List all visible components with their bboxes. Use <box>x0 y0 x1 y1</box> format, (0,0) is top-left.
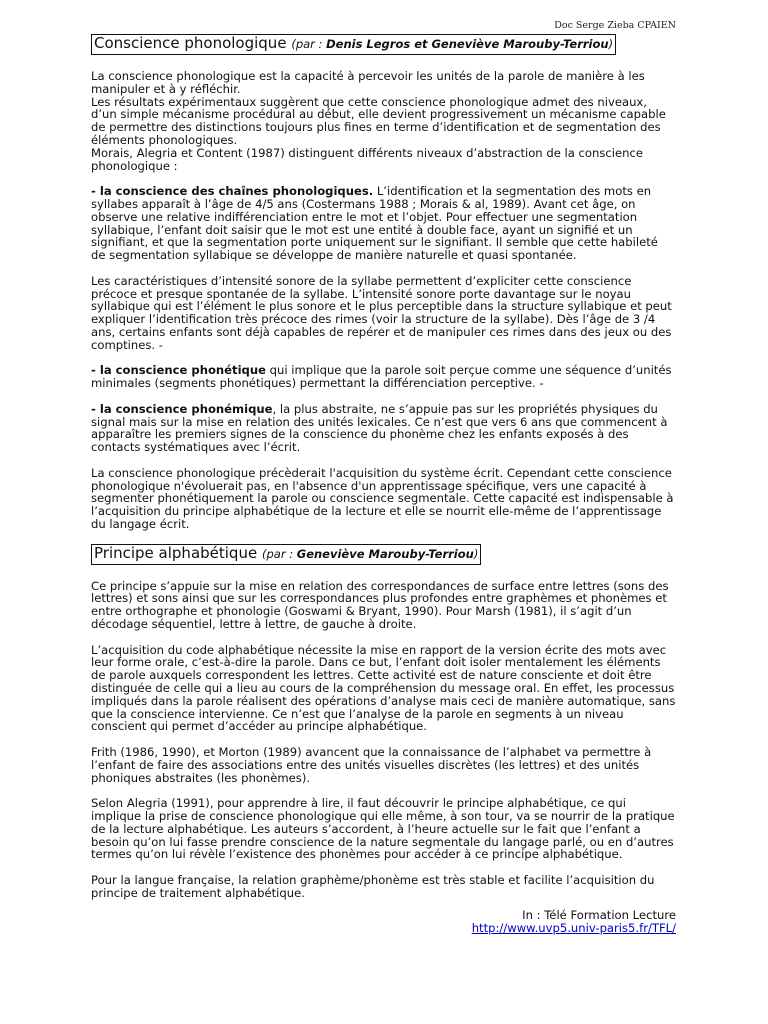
list-item-text: , la plus abstraite, ne s’appuie pas sur les propriétés physiques du signal mais sur la mise en relation des unités lexicales. Ce n’est que vers 6 ans que commencent à apparaître les premiers signes de la conscience du phonème chez les enfants exposés à des contacts systématiques avec l’écrit. <box>91 401 668 455</box>
byline-par: par : <box>266 546 294 561</box>
byline-authors: Geneviève Marouby-Terriou <box>296 546 474 561</box>
paragraph: Morais, Alegria et Content (1987) distinguent différents niveaux d’abstraction de la conscience phonologique : <box>91 145 643 173</box>
byline-authors: Denis Legros et Geneviève Marouby-Terriou <box>326 37 609 51</box>
section-title-text: Principe alphabétique <box>94 543 258 562</box>
section-byline: (par : Geneviève Marouby-Terriou) <box>261 546 479 561</box>
section-byline: (par : Denis Legros et Geneviève Marouby-Terriou) <box>291 37 614 51</box>
list-item-lead: - la conscience phonémique <box>91 401 273 416</box>
paragraph: Ce principe s’appuie sur la mise en relation des correspondances de surface entre lettres (sons des lettres) et sons ainsi que sur les correspondances plus profondes entre graphèmes et phonèmes et entre orthographe et phonologie (Goswami & Bryant, 1990). Pour Marsh (1981), il s’agit d’un décodage séquentiel, lettre à lettre, de gauche à droite. <box>91 578 669 632</box>
list-item-lead: - la conscience phonétique <box>91 363 266 378</box>
paragraph: Les caractéristiques d’intensité sonore de la syllabe permettent d’expliciter cette conscience précoce et presque spontanée de la syllabe. L’intensité sonore porte davantage sur le noyau syllabique qui est l’élément le plus sonore et le plus perceptible dans la structure syllabique et peut expliquer l’identification très précoce des rimes (voir la structure de la syllabe). Dès l’âge de 3 /4 ans, certains enfants sont déjà capables de repérer et de manipuler ces rimes dans des jeux ou des comptines. - <box>91 273 672 352</box>
list-item-chaines <box>91 185 676 262</box>
section-title-conscience <box>91 34 616 55</box>
paragraph: Pour la langue française, la relation graphème/phonème est très stable et facilite l’acquisition du principe de traitement alphabétique. <box>91 873 655 900</box>
section-title-principe <box>91 544 481 565</box>
byline-par: par : <box>295 37 323 51</box>
paragraph: Les résultats expérimentaux suggèrent que cette conscience phonologique admet des niveaux, d’un simple mécanisme procédural au début, elle devient progressivement un mécanisme capable de permettre des distinctions toujours plus fines en terme d’identification et de segmentation des éléments phonologiques. <box>91 94 666 147</box>
document-body <box>91 33 676 935</box>
source-link[interactable]: http://www.uvp5.univ-paris5.fr/TFL/ <box>471 920 676 935</box>
paragraph: La conscience phonologique est la capacité à percevoir les unités de la parole de manière à les manipuler et à y réfléchir. <box>91 69 645 96</box>
list-item-phonemique <box>91 403 676 454</box>
paragraph: L’acquisition du code alphabétique nécessite la mise en rapport de la version écrite des mots avec leur forme orale, c’est-à-dire la parole. Dans ce but, l’enfant doit isoler mentalement les éléments de parole auxquels correspondent les lettres. Cette activité est de nature consciente et doit être distinguée de celle qui a lieu au cours de la compréhension du message oral. En effet, les processus impliqués dans la parole réalisent des opérations d’analyse mais ceci de manière automatique, sans que la conscience intervienne. Ce n’est que l’analyse de la parole en segments à un niveau conscient qui permet d’accéder au principe alphabétique. <box>91 642 676 734</box>
paragraph: Selon Alegria (1991), pour apprendre à lire, il faut découvrir le principe alphabétique, ce qui implique la prise de conscience phonologique qui elle même, à son tour, va se nourrir de la pratique de la lecture alphabétique. Les auteurs s’accordent, à l’heure actuelle sur le fait que l’enfant a besoin qu’on lui fasse prendre conscience de la nature segmentale du langage parlé, ou en d’autres termes qu’on lui révèle l’existence des phonèmes pour accéder à ce principe alphabétique. <box>91 796 675 862</box>
section-title-text: Conscience phonologique <box>94 34 287 52</box>
paragraph: La conscience phonologique précèderait l'acquisition du système écrit. Cependant cette conscience phonologique n'évoluerait pas, en l'absence d'un apprentissage spécifique, vers une capacité à segmenter phonétiquement la parole ou conscience segmentale. Cette capacité est indispensable à l’acquisition du principe alphabétique de la lecture et elle se nourrit elle-même de l’apprentissage du langage écrit. <box>91 465 674 531</box>
list-item-phonetique <box>91 364 676 390</box>
list-item-text: L’identification et la segmentation des mots en syllabes apparaît à l’âge de 4/5 ans (Costermans 1988 ; Morais & al, 1989). Avant cet âge, on observe une relative indifférenciation entre le mot et l’objet. Pour effectuer une segmentation syllabique, l’enfant doit saisir que le mot est une entité à double face, ayant un signifié et un signifiant, et que la segmentation porte uniquement sur le signifiant. Il semble que cette habileté de segmentation syllabique se développe de manière naturelle et quasi spontanée. <box>91 184 658 263</box>
page-header: Doc Serge Zieba CPAIEN <box>554 20 676 31</box>
list-item-text: qui implique que la parole soit perçue comme une séquence d’unités minimales (segments phonétiques) permettant la différenciation perceptive. - <box>91 363 672 391</box>
source-reference <box>91 909 676 935</box>
source-label: In : Télé Formation Lecture <box>522 907 676 922</box>
list-item-lead: - la conscience des chaînes phonologiques. <box>91 184 374 199</box>
paragraph: Frith (1986, 1990), et Morton (1989) avancent que la connaissance de l’alphabet va permettre à l’enfant de faire des associations entre des unités visuelles discrètes (les lettres) et des unités phoniques abstraites (les phonèmes). <box>91 745 652 785</box>
